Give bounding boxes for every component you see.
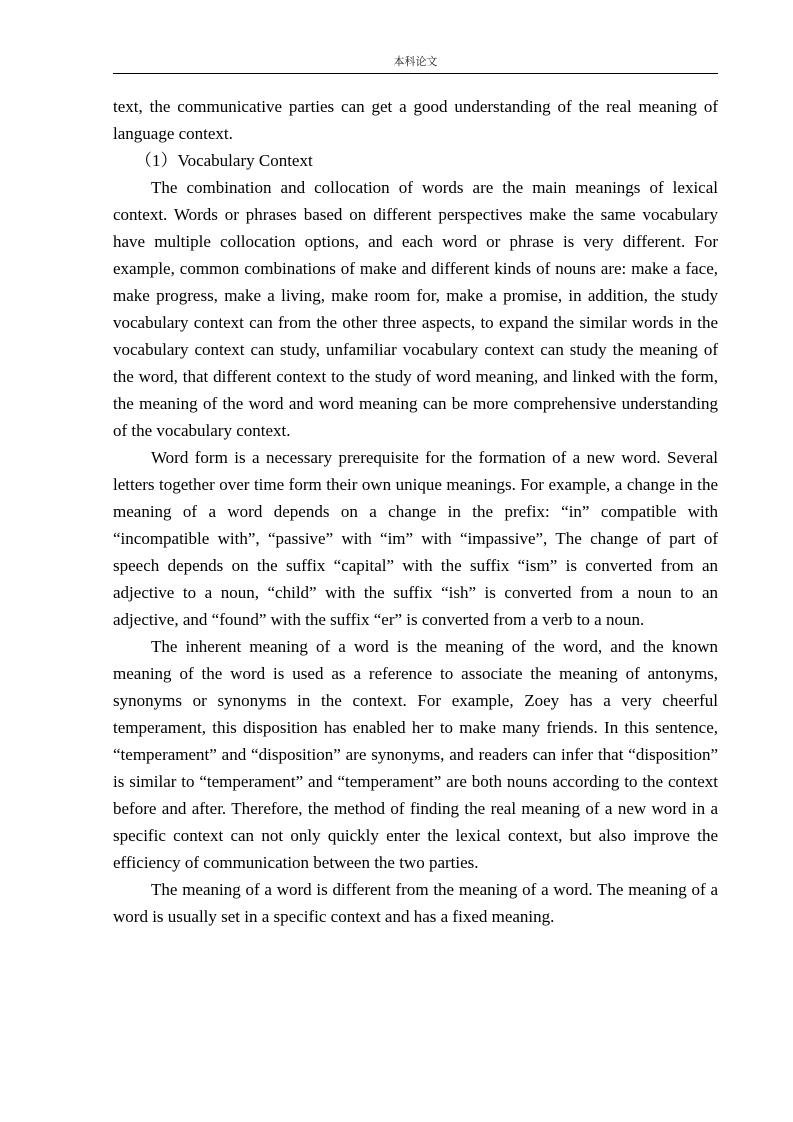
- section-subheading: （1）Vocabulary Context: [135, 151, 313, 170]
- paragraph: The combination and collocation of words are the main meanings of lexical context. Words or phrases based on different perspectives make the same vocabulary have multiple collocation options, and each word or phrase is very different. For example, common combinations of make and different kinds of nouns are: make a face, make progress, make a living, make room for, make a promise, in addition, the study vocabulary context can from the other three aspects, to expand the similar words in the vocabulary context can study, unfamiliar vocabulary context can study the meaning of the word, that different context to the study of word meaning, and linked with the form, the meaning of the word and word meaning can be more comprehensive understanding of the vocabulary context.: [113, 178, 718, 440]
- page-header: [113, 56, 718, 74]
- document-body: [113, 93, 718, 930]
- paragraph-continuation: text, the communicative parties can get a good understanding of the real meaning of language context.: [113, 97, 718, 143]
- header-title: 本科论文: [393, 55, 438, 68]
- paragraph: The meaning of a word is different from the meaning of a word. The meaning of a word is usually set in a specific context and has a fixed meaning.: [113, 880, 718, 926]
- paragraph: The inherent meaning of a word is the meaning of the word, and the known meaning of the word is used as a reference to associate the meaning of antonyms, synonyms or synonyms in the context. For example, Zoey has a very cheerful temperament, this disposition has enabled her to make many friends. In this sentence, “temperament” and “disposition” are synonyms, and readers can infer that “disposition” is similar to “temperament” and “temperament” are both nouns according to the context before and after. Therefore, the method of finding the real meaning of a new word in a specific context can not only quickly enter the lexical context, but also improve the efficiency of communication between the two parties.: [113, 637, 718, 872]
- paragraph: Word form is a necessary prerequisite for the formation of a new word. Several letters together over time form their own unique meanings. For example, a change in the meaning of a word depends on a change in the prefix: “in” compatible with “incompatible with”, “passive” with “im” with “impassive”, The change of part of speech depends on the suffix “capital” with the suffix “ism” is converted from an adjective to a noun, “child” with the suffix “ish” is converted from a noun to an adjective, and “found” with the suffix “er” is converted from a verb to a noun.: [113, 448, 718, 629]
